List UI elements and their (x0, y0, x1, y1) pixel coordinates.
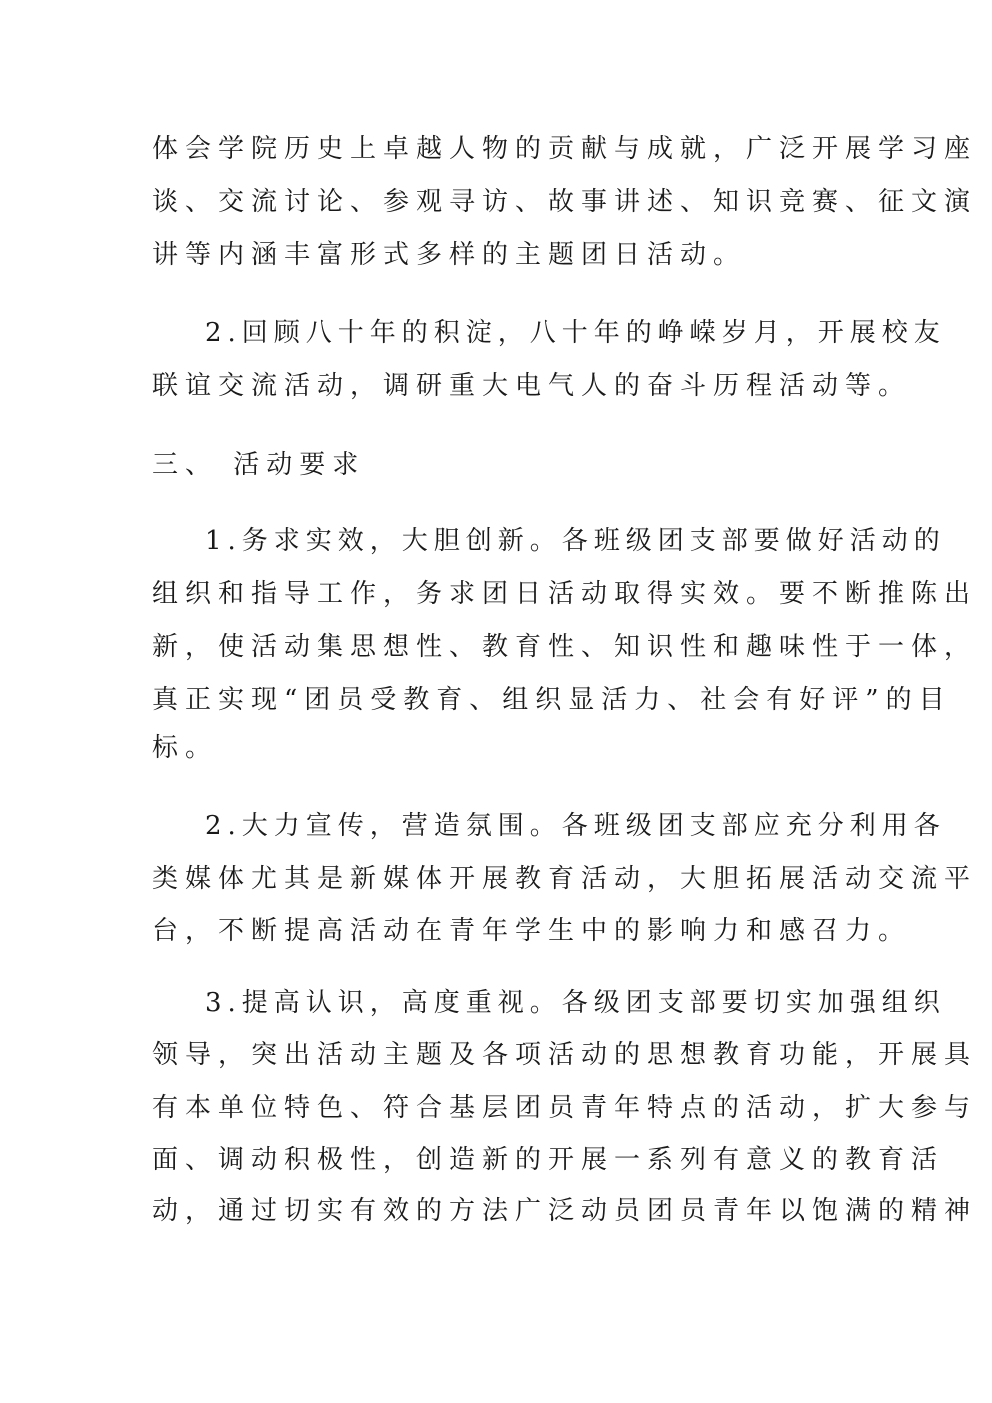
text-line: 谈、交流讨论、参观寻访、故事讲述、知识竞赛、征文演 (152, 187, 978, 217)
text-line: 1.务求实效，大胆创新。各班级团支部要做好活动的 (205, 526, 946, 556)
text-line: 面、调动积极性，创造新的开展一系列有意义的教育活 (152, 1145, 945, 1175)
text-line: 3.提高认识，高度重视。各级团支部要切实加强组织 (205, 988, 946, 1018)
section-heading: 三、 活动要求 (152, 450, 366, 480)
text-line: 2.回顾八十年的积淀，八十年的峥嵘岁月，开展校友 (205, 318, 946, 348)
text-line: 标。 (152, 733, 219, 763)
text-line: 动，通过切实有效的方法广泛动员团员青年以饱满的精神 (152, 1196, 978, 1226)
text-line: 联谊交流活动，调研重大电气人的奋斗历程活动等。 (152, 371, 912, 401)
text-line: 组织和指导工作，务求团日活动取得实效。要不断推陈出 (152, 579, 978, 609)
text-line: 有本单位特色、符合基层团员青年特点的活动，扩大参与 (152, 1093, 978, 1123)
text-line: 体会学院历史上卓越人物的贡献与成就，广泛开展学习座 (152, 134, 978, 164)
text-line: 台，不断提高活动在青年学生中的影响力和感召力。 (152, 916, 912, 946)
text-line: 真正实现“团员受教育、组织显活力、社会有好评”的目 (152, 685, 952, 715)
text-line: 类媒体尤其是新媒体开展教育活动，大胆拓展活动交流平 (152, 864, 978, 894)
text-line: 领导，突出活动主题及各项活动的思想教育功能，开展具 (152, 1040, 978, 1070)
text-line: 新，使活动集思想性、教育性、知识性和趣味性于一体， (152, 632, 978, 662)
text-line: 2.大力宣传，营造氛围。各班级团支部应充分利用各 (205, 811, 946, 841)
text-line: 讲等内涵丰富形式多样的主题团日活动。 (152, 240, 747, 270)
